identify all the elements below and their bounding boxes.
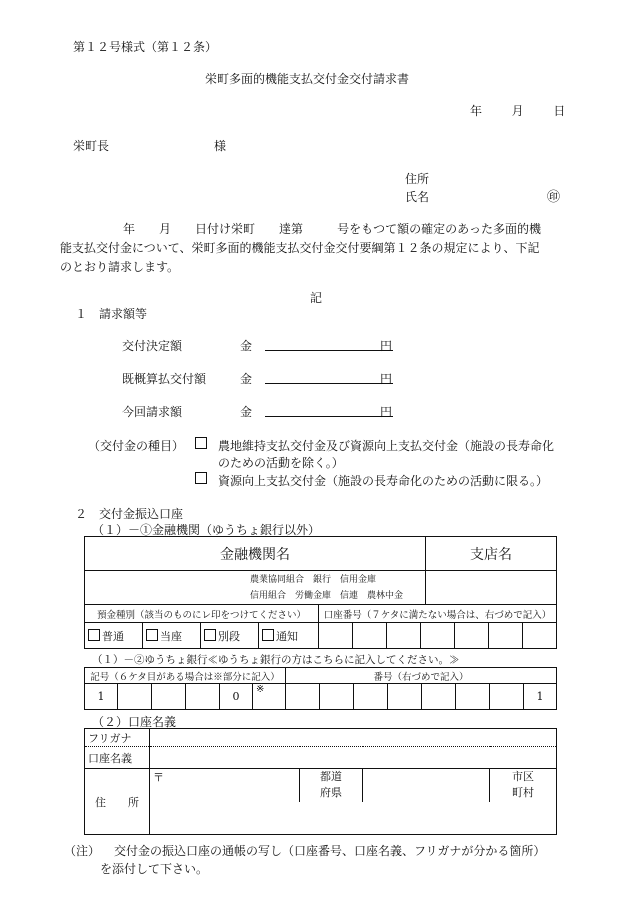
date-year: 年 [470,104,483,118]
bango-digit[interactable] [354,684,388,710]
furigana-field[interactable] [150,729,557,747]
amount-field-2[interactable] [265,368,393,384]
page-title: 栄町多面的機能支払交付金交付請求書 [205,72,410,86]
postal-cell[interactable] [150,769,300,802]
amount-kin-1: 金 [240,339,253,353]
body-year: 年 [123,222,136,236]
deposit-futsu-label: 普通 [102,629,124,643]
account-no-label: 口座番号（７ケタに満たない場合は、右づめで記入） [319,605,557,623]
body-rest: 号をもつて額の確定のあった多面的機 [337,222,541,236]
amount-kin-3: 金 [240,405,253,419]
deposit-betsudan[interactable] [201,623,259,649]
type-opt2-checkbox[interactable] [195,472,209,486]
amount-field-3[interactable] [265,401,393,417]
bango-digit[interactable] [286,684,320,710]
deposit-tsuchi[interactable] [259,623,319,649]
account-digit[interactable] [455,623,489,649]
kigo-digit-5[interactable]: 0 [220,684,253,710]
bank-table [84,536,557,605]
addressee-name: 栄町長 [73,139,110,153]
deposit-table [84,604,557,649]
meigi-field[interactable] [150,747,557,769]
amount-label-3: 今回請求額 [122,405,183,419]
bango-digit[interactable] [320,684,354,710]
account-digit[interactable] [523,623,557,649]
date-line [470,102,565,119]
type-opt1-line1: 農地維持支払交付金及び資源向上支払交付金（施設の長寿命化 [218,439,555,453]
account-digit[interactable] [489,623,523,649]
note-label: （注） [64,844,101,858]
bango-digit-last[interactable]: 1 [524,684,557,710]
amount-yen-3: 円 [380,405,393,419]
account-digit[interactable] [421,623,455,649]
sub2-heading: （１）－②ゆうちょ銀行≪ゆうちょ銀行の方はこちらに記入してください。≫ [92,654,460,666]
bango-label: 番号（右づめで記入） [286,668,557,684]
bango-digit[interactable] [422,684,456,710]
deposit-type-label: 預金種別（該当のものにレ印をつけてください） [85,605,319,623]
section2-heading: ２ 交付金振込口座 [75,507,184,521]
holder-table [84,728,557,835]
type-opt1-checkbox[interactable] [195,437,209,451]
bank-types-cell[interactable] [85,571,426,605]
kigo-digit-1[interactable]: 1 [85,684,118,710]
postal-mark: 〒 [153,771,164,784]
bank-types-line1: 農業協同組合 銀行 信用金庫 [250,574,377,585]
amount-kin-2: 金 [240,372,253,386]
meigi-label: 口座名義 [85,747,150,769]
body-month: 月 [159,222,172,236]
amount-field-1[interactable] [265,335,393,351]
date-day: 日 [553,104,566,118]
account-digit[interactable] [387,623,421,649]
addressee-honorific: 様 [214,139,227,153]
shiku-cell[interactable] [490,769,557,802]
branch-header: 支店名 [426,537,557,571]
date-month: 月 [511,104,524,118]
deposit-toza[interactable] [143,623,201,649]
deposit-futsu[interactable] [85,623,143,649]
deposit-betsudan-label: 別段 [218,629,240,643]
note-line-2: を添付して下さい。 [100,862,209,876]
type-opt2: 資源向上支払交付金（施設の長寿命化のための活動に限る。） [218,474,549,488]
account-digit[interactable] [319,623,353,649]
applicant-address-label: 住所 [405,172,430,186]
sub3-heading: （２）口座名義 [92,715,177,729]
kigo-digit[interactable] [186,684,220,710]
todofuken-line2: 府県 [320,786,342,799]
bango-digit[interactable] [456,684,490,710]
city-field[interactable] [363,769,490,802]
form-number: 第１２号様式（第１２条） [73,40,218,54]
branch-name-field[interactable] [426,571,557,605]
kigo-digit[interactable] [118,684,152,710]
amount-yen-2: 円 [380,372,393,386]
applicant-name-label: 氏名 [405,190,430,204]
todofuken-cell[interactable] [300,769,363,802]
bank-types-line2: 信用組合 労働金庫 信連 農林中金 [250,590,404,601]
furigana-label: フリガナ [85,729,150,747]
amount-label-2: 既概算払交付額 [122,372,207,386]
body-date: 日付け栄町 [195,222,256,236]
ki-heading: 記 [310,291,323,305]
bango-digit[interactable] [388,684,422,710]
holder-address-label: 住 所 [85,769,150,835]
shiku-line2: 町村 [512,786,534,799]
todofuken-line1: 都道 [320,770,342,783]
amount-yen-1: 円 [380,339,393,353]
body-tatsu: 達第 [279,222,304,236]
account-digit[interactable] [353,623,387,649]
kigo-label: 記号（６ケタ目がある場合は※部分に記入） [85,668,286,684]
section1-heading: １ 請求額等 [75,307,148,321]
type-opt1-line2: のための活動を除く。） [218,456,344,470]
yucho-table [84,667,557,710]
kigo-digit-6[interactable]: ※ [253,684,286,710]
address-field[interactable] [150,802,557,835]
deposit-toza-label: 当座 [160,629,182,643]
body-line-2: 能支払交付金について、栄町多面的機能支払交付金交付要綱第１２条の規定により、下記 [60,241,540,255]
seal-mark: ㊞ [547,190,561,205]
bango-digit[interactable] [490,684,524,710]
kigo-digit[interactable] [152,684,186,710]
amount-label-1: 交付決定額 [122,339,183,353]
deposit-tsuchi-label: 通知 [276,629,298,643]
body-line-3: のとおり請求します。 [60,260,180,274]
bank-header: 金融機関名 [85,537,426,571]
sub1-heading: （１）－①金融機関（ゆうちょ銀行以外） [92,523,321,537]
body-line-1 [123,220,541,237]
type-label: （交付金の種目） [88,439,185,453]
note-line-1: 交付金の振込口座の通帳の写し（口座番号、口座名義、フリガナが分かる箇所） [114,844,546,858]
shiku-line1: 市区 [512,770,534,783]
